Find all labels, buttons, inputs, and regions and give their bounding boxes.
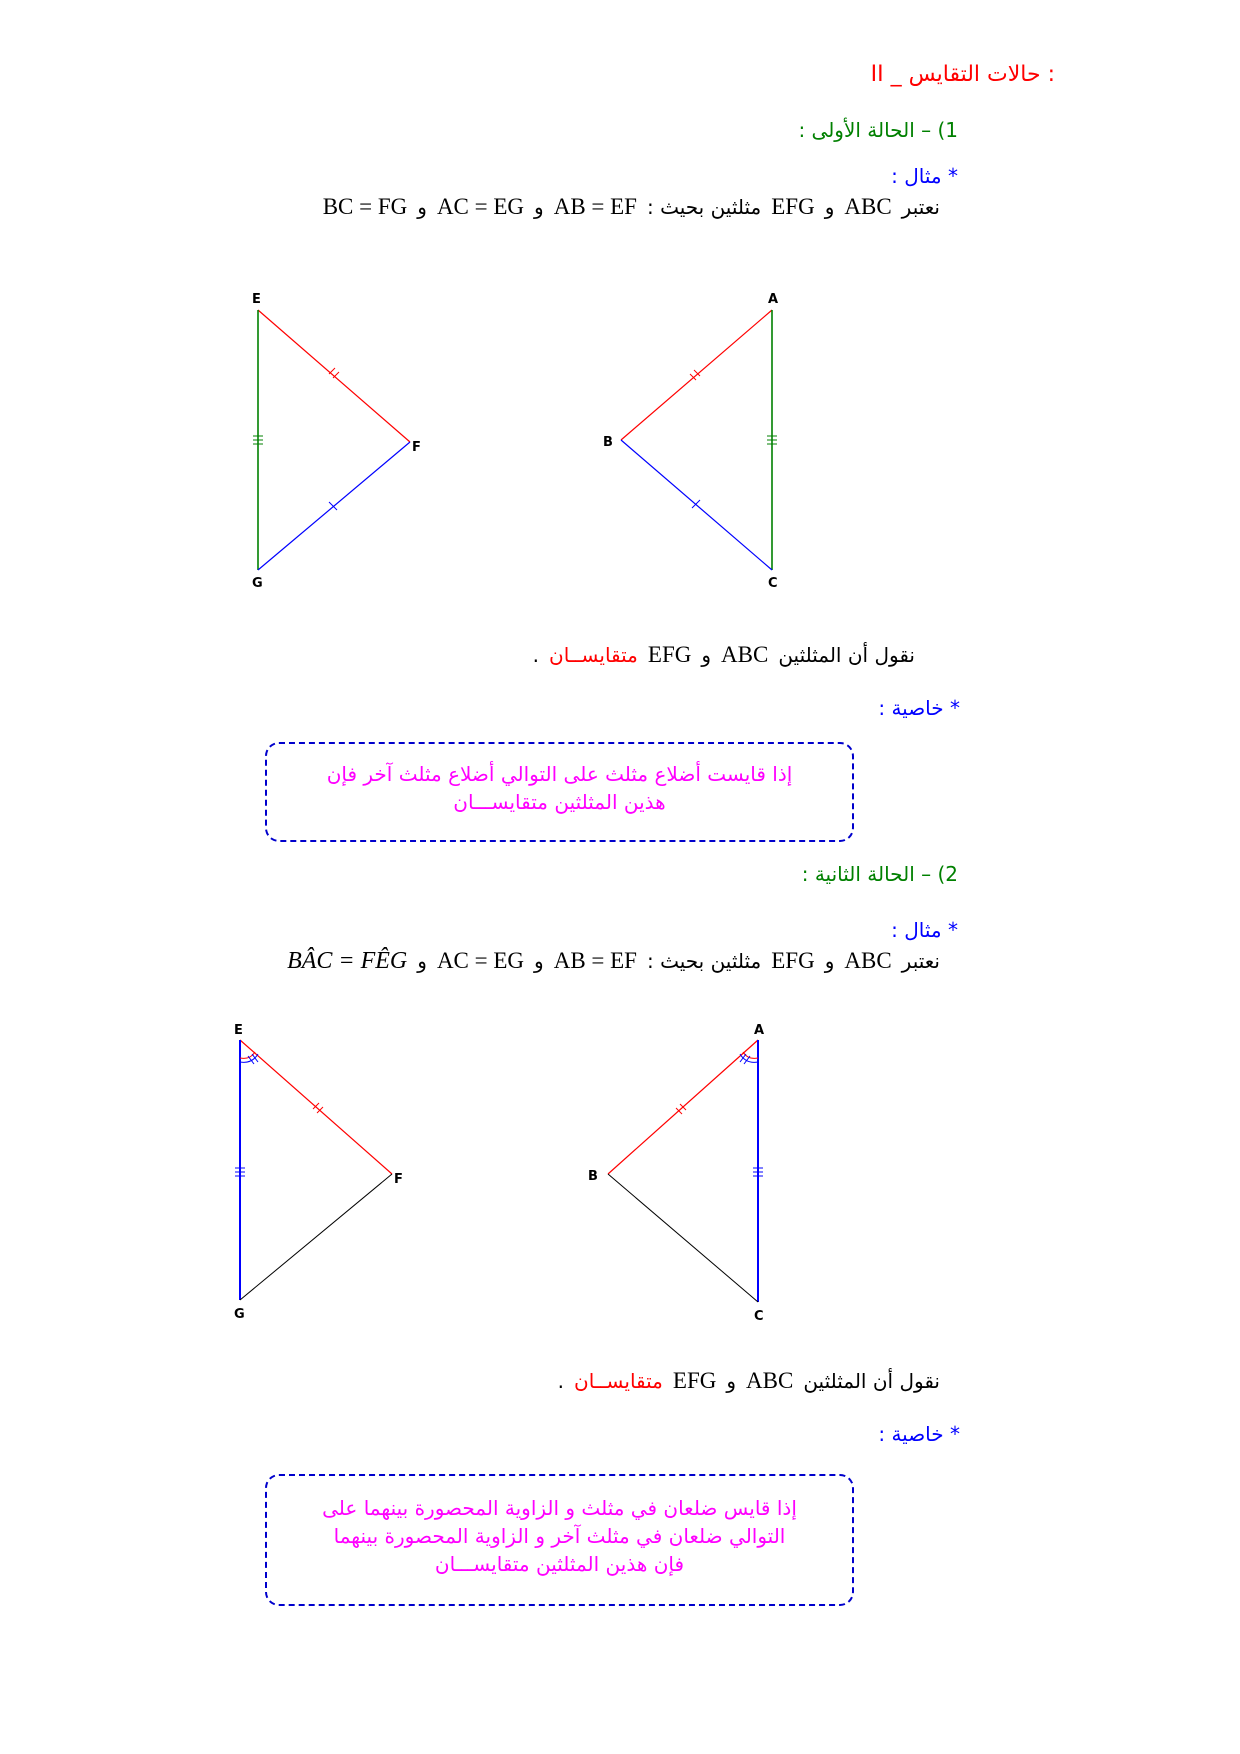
- and-word: و: [824, 195, 835, 219]
- case1-figure: [0, 270, 1240, 590]
- property-line: فإن هذين المثلثين متقايســـان: [434, 1552, 685, 1576]
- case2-figure: [0, 1010, 1240, 1330]
- side-bc: [608, 1174, 758, 1302]
- and-word: و: [417, 195, 427, 219]
- statement-word: نعتبر: [901, 195, 940, 219]
- such-that: مثلثين بحيث :: [646, 949, 762, 973]
- side-fg: [258, 442, 410, 570]
- equality-2: AC = EG: [436, 194, 525, 219]
- triangle-abc: ABC: [844, 194, 892, 219]
- case1-conclusion: [533, 642, 915, 668]
- case1-title: 1) – الحالة الأولى :: [798, 118, 958, 142]
- case1-property-box: [265, 742, 854, 842]
- triangle-efg: EFG: [672, 1368, 717, 1393]
- equality-1: AB = EF: [553, 194, 637, 219]
- vertex-label-f: F: [412, 440, 421, 455]
- vertex-label-c: C: [768, 576, 778, 590]
- and-word: و: [824, 949, 835, 973]
- side-bc: [621, 440, 772, 570]
- tick-mark: [329, 368, 335, 374]
- side-fg: [240, 1174, 392, 1300]
- statement-word: نعتبر: [901, 949, 940, 973]
- and-word: و: [417, 949, 427, 973]
- conclusion-prefix: نقول أن المثلثين: [778, 643, 915, 667]
- case2-conclusion: [558, 1368, 940, 1394]
- case2-statement: [287, 948, 940, 975]
- case1-example-label: * مثال :: [891, 164, 958, 188]
- property-line: إذا قايست أضلاع مثلث على التوالي أضلاع مثلث آخر فإن: [326, 762, 793, 786]
- triangle-efg: EFG: [771, 948, 815, 973]
- side-ef: [240, 1040, 392, 1174]
- vertex-label-g: G: [234, 1307, 245, 1322]
- and-word: و: [726, 1369, 737, 1393]
- vertex-label-g: G: [252, 576, 263, 590]
- case2-title: 2) – الحالة الثانية :: [801, 862, 958, 886]
- triangle-abc: ABC: [746, 1368, 794, 1393]
- equality-2: AC = EG: [436, 948, 525, 973]
- triangle-efg: EFG: [647, 642, 692, 667]
- conclusion-prefix: نقول أن المثلثين: [803, 1369, 940, 1393]
- and-word: و: [534, 949, 544, 973]
- side-ab: [621, 310, 772, 440]
- case1-property-label: * خاصية :: [878, 696, 960, 720]
- congruent-word: متقايســان: [549, 643, 638, 667]
- triangle-efg: EFG: [771, 194, 815, 219]
- angle-equality: BÂC = FÊG: [287, 948, 408, 974]
- such-that: مثلثين بحيث :: [646, 195, 762, 219]
- side-ef: [258, 310, 410, 442]
- equality-3: BC = FG: [322, 194, 408, 219]
- case1-statement: [323, 194, 940, 220]
- property-line: إذا قايس ضلعان في مثلث و الزاوية المحصورة بينهما على: [322, 1496, 797, 1520]
- equality-1: AB = EF: [553, 948, 637, 973]
- vertex-label-e: E: [252, 292, 261, 307]
- case2-example-label: * مثال :: [891, 918, 958, 942]
- triangle-abc: ABC: [721, 642, 769, 667]
- and-word: و: [701, 643, 712, 667]
- and-word: و: [534, 195, 544, 219]
- property-line: التوالي ضلعان في مثلث آخر و الزاوية المحصورة بينهما: [333, 1524, 786, 1548]
- vertex-label-a: A: [754, 1023, 765, 1038]
- section-heading: II _ حالات التقايس :: [870, 62, 1055, 87]
- vertex-label-b: B: [588, 1169, 598, 1184]
- period: .: [532, 643, 540, 667]
- case2-property-label: * خاصية :: [878, 1422, 960, 1446]
- vertex-label-a: A: [768, 292, 779, 307]
- vertex-label-e: E: [234, 1023, 243, 1038]
- vertex-label-b: B: [603, 435, 613, 450]
- triangle-abc: ABC: [844, 948, 892, 973]
- vertex-label-c: C: [754, 1309, 764, 1324]
- property-line: هذين المثلثين متقايســـان: [453, 790, 666, 814]
- case2-property-box: [265, 1474, 854, 1606]
- vertex-label-f: F: [394, 1172, 403, 1187]
- congruent-word: متقايســان: [574, 1369, 663, 1393]
- period: .: [557, 1369, 565, 1393]
